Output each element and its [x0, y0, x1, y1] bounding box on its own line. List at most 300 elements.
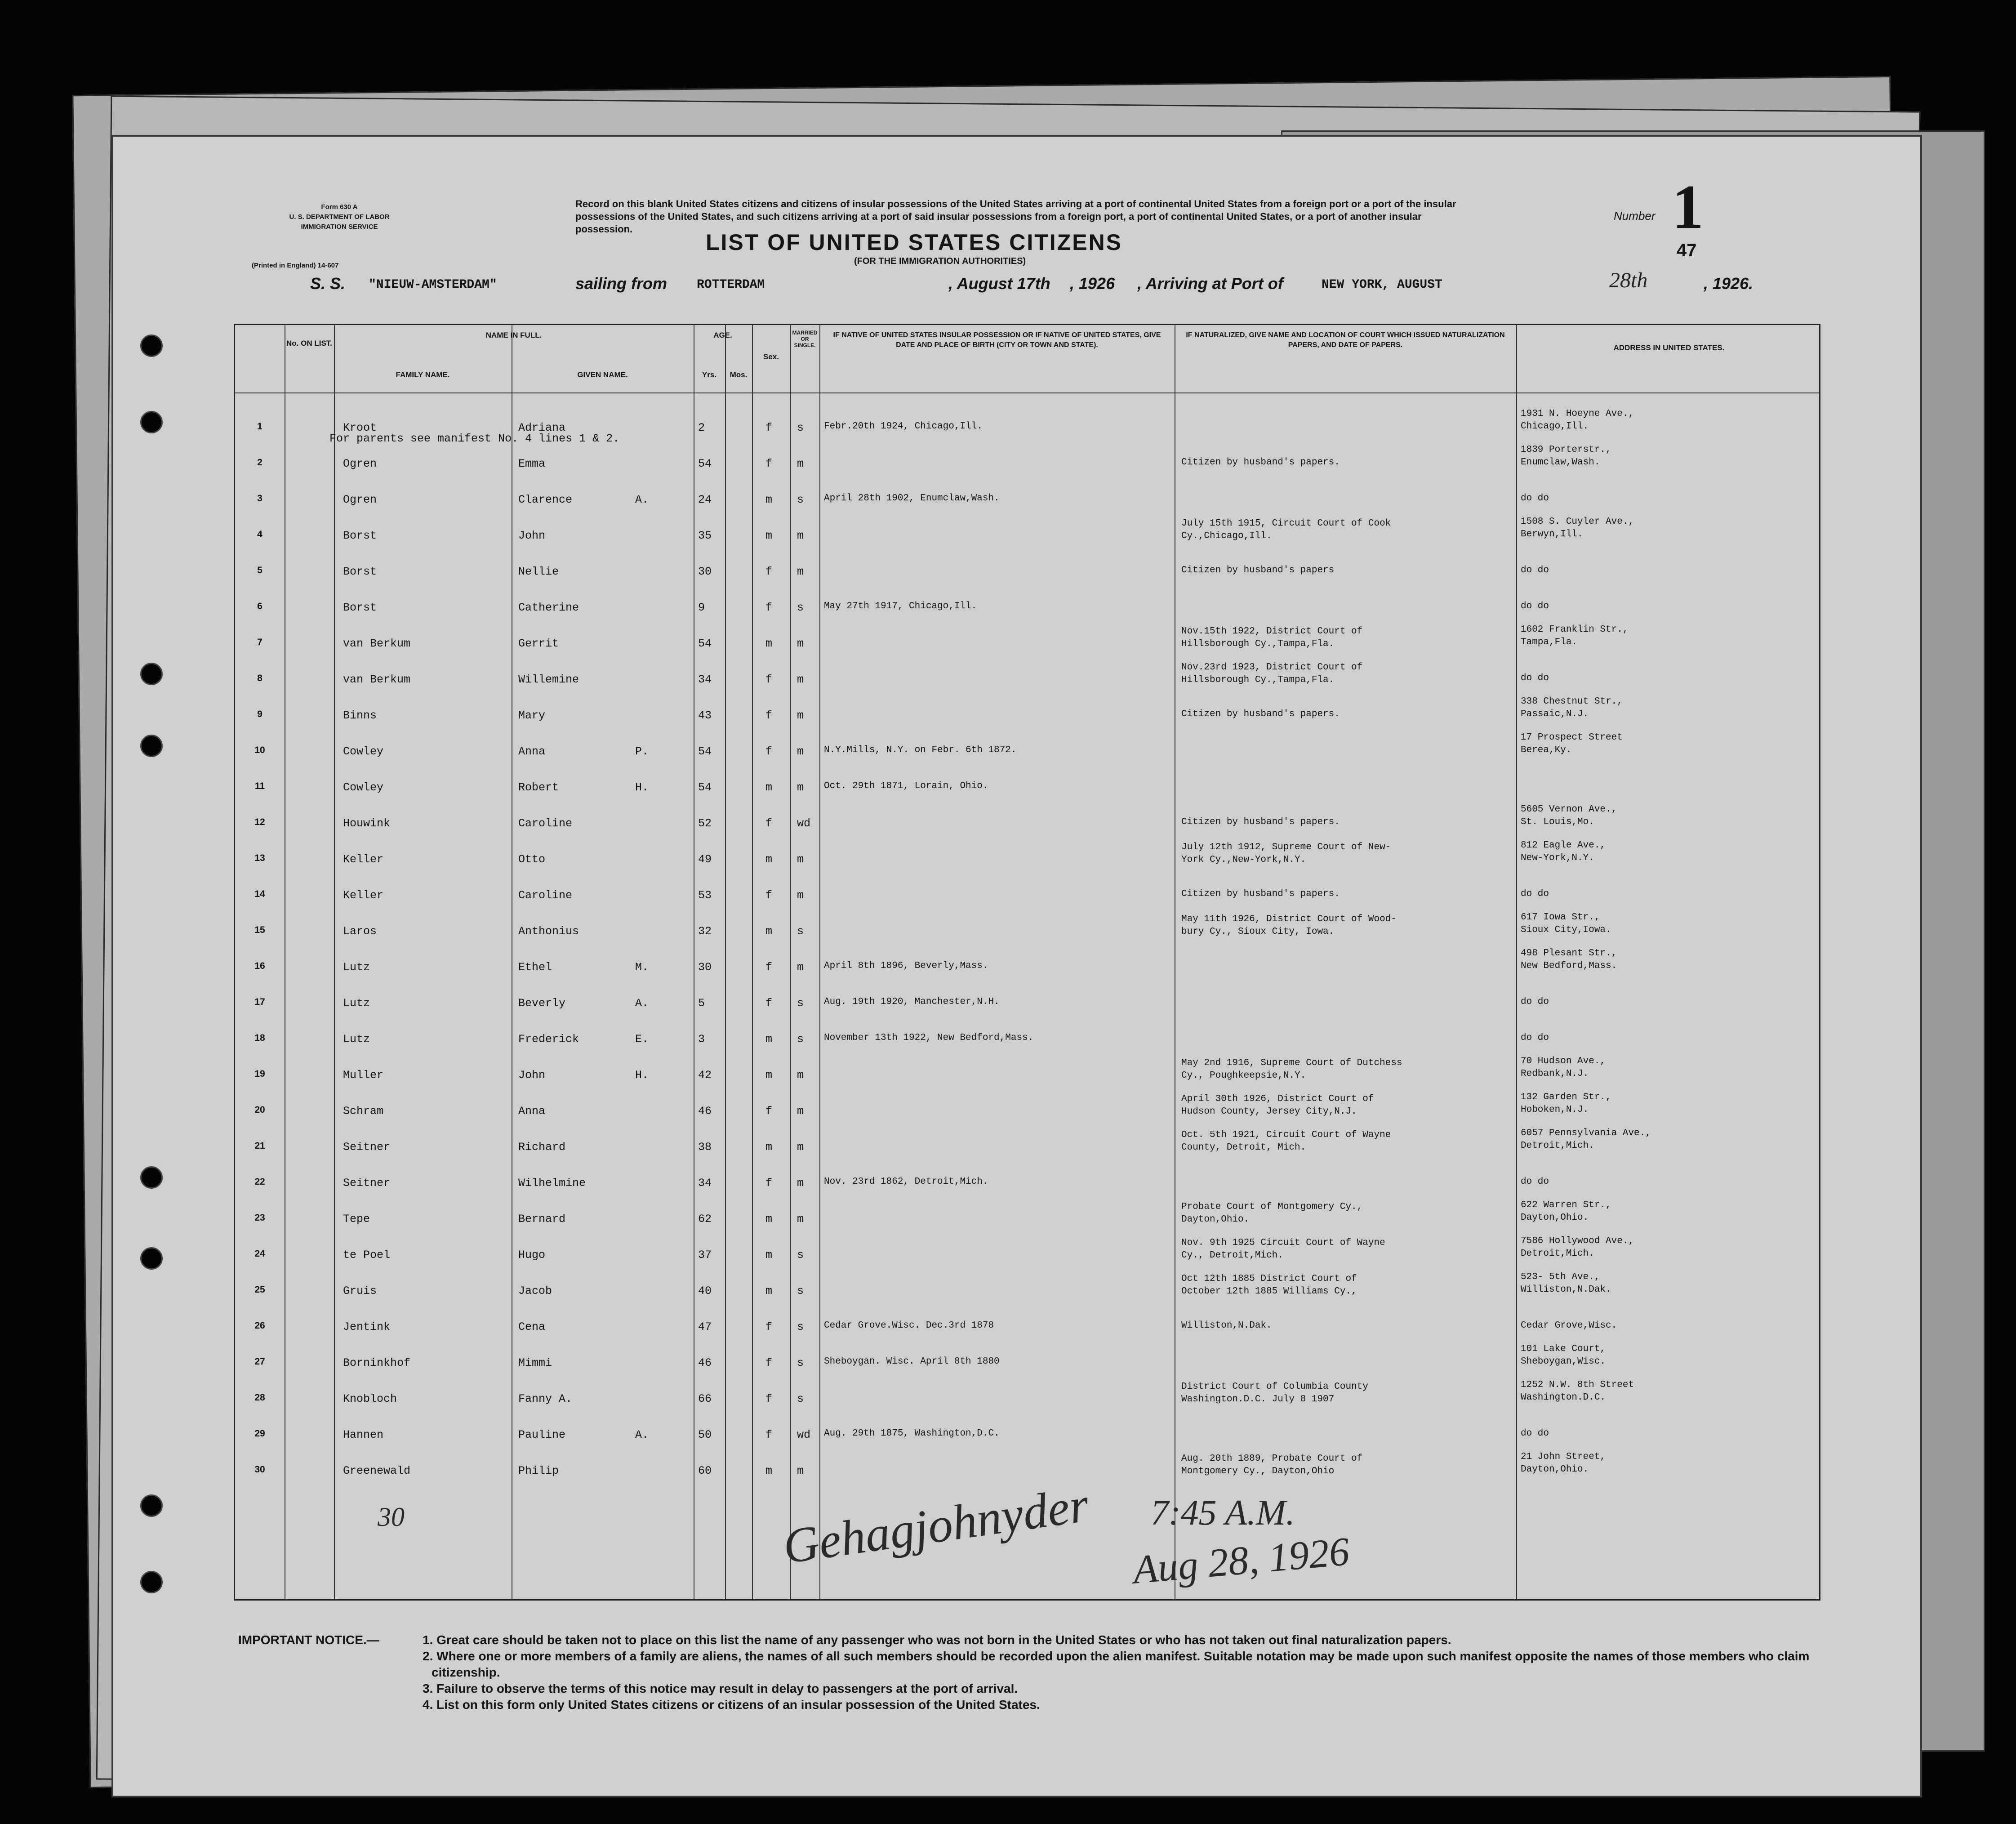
naturalization-line1: April 30th 1926, District Court of [1181, 1094, 1374, 1104]
punch-hole [140, 1166, 163, 1189]
marital-status: m [797, 673, 804, 686]
naturalization-info [1181, 661, 1362, 687]
naturalization-info [1181, 457, 1340, 468]
sex: m [765, 637, 773, 650]
sex: m [765, 781, 773, 794]
naturalization-line2: October 12th 1885 Williams Cy., [1181, 1286, 1357, 1297]
row-number: 15 [254, 925, 265, 935]
marital-status: s [797, 1320, 804, 1333]
given-name: Fanny A. [518, 1392, 573, 1405]
sailing-from-label: sailing from [575, 274, 668, 293]
address-line1: do do [1521, 1177, 1549, 1187]
birth-info: April 8th 1896, Beverly,Mass. [824, 961, 988, 971]
address-line1: 622 Warren Str., [1521, 1200, 1611, 1210]
naturalization-info [1181, 709, 1340, 719]
table-row [235, 1413, 1819, 1449]
page-number: 47 [1677, 241, 1697, 260]
birth-info: November 13th 1922, New Bedford,Mass. [824, 1033, 1034, 1043]
address-line1: 812 Eagle Ave., [1521, 840, 1606, 851]
table-row [235, 981, 1819, 1017]
row-number: 1 [257, 421, 263, 432]
family-name: Seitner [343, 1177, 391, 1190]
address-line1: Cedar Grove,Wisc. [1521, 1320, 1617, 1331]
sex: f [765, 1177, 773, 1190]
family-name: Ogren [343, 457, 377, 470]
family-name: Jentink [343, 1320, 391, 1333]
signature-text: Gehagjohnyder [779, 1476, 1092, 1574]
print-note: (Printed in England) 14-607 [252, 262, 339, 269]
table-row [235, 1197, 1819, 1233]
sex: f [765, 1392, 773, 1405]
given-name: Clarence [518, 493, 573, 506]
marital-status: m [797, 637, 804, 650]
table-row [235, 838, 1819, 874]
naturalization-line2: bury Cy., Sioux City, Iowa. [1181, 927, 1335, 937]
col-sex: Sex. [763, 352, 779, 361]
row-number: 8 [257, 673, 263, 683]
sex: m [765, 925, 773, 938]
marital-status: m [797, 1177, 804, 1190]
sex: m [765, 1213, 773, 1226]
naturalization-line1: Citizen by husband's papers. [1181, 709, 1340, 719]
sex: f [765, 565, 773, 578]
sex: f [765, 1428, 773, 1441]
family-name: te Poel [343, 1249, 391, 1262]
row-number: 14 [254, 889, 265, 899]
sex: f [765, 457, 773, 470]
marital-status: s [797, 1356, 804, 1369]
family-name: Borninkhof [343, 1356, 411, 1369]
naturalization-info [1181, 1273, 1357, 1298]
given-name: Adriana [518, 421, 566, 434]
given-name: Emma [518, 457, 546, 470]
naturalization-line1: Nov.23rd 1923, District Court of [1181, 662, 1363, 673]
page-title: LIST OF UNITED STATES CITIZENS [706, 230, 1123, 255]
table-row [235, 1233, 1819, 1269]
address-line1: do do [1521, 601, 1549, 611]
marital-status: m [797, 1069, 804, 1082]
marital-status: m [797, 1141, 804, 1154]
row-number: 5 [257, 565, 263, 575]
family-name: Schram [343, 1105, 384, 1118]
marital-status: s [797, 925, 804, 938]
address-line2: Dayton,Ohio. [1521, 1213, 1589, 1223]
row-number: 10 [254, 745, 265, 755]
sex: m [765, 529, 773, 542]
table-row [235, 586, 1819, 622]
sex: f [765, 421, 773, 434]
age-years: 49 [698, 853, 712, 866]
col-family: FAMILY NAME. [396, 370, 450, 379]
address-line1: do do [1521, 1033, 1549, 1043]
given-name: Anthonius [518, 925, 579, 938]
departure-date: , August 17th [948, 274, 1050, 293]
age-years: 24 [698, 493, 712, 506]
punch-hole [140, 1247, 163, 1270]
arrival-year: , 1926. [1704, 274, 1753, 293]
marital-status: s [797, 1284, 804, 1298]
table-row [235, 945, 1819, 981]
naturalization-line1: Oct. 5th 1921, Circuit Court of Wayne [1181, 1130, 1391, 1140]
naturalization-line2: County, Detroit, Mich. [1181, 1142, 1306, 1153]
punch-hole [140, 1494, 163, 1517]
table-row [235, 1161, 1819, 1197]
naturalization-line1: May 2nd 1916, Supreme Court of Dutchess [1181, 1058, 1402, 1068]
address-line2: Berea,Ky. [1521, 745, 1572, 755]
table-row [235, 1341, 1819, 1377]
table-row [235, 1377, 1819, 1413]
family-name: van Berkum [343, 673, 411, 686]
marital-status: wd [797, 817, 811, 830]
birth-info: Aug. 19th 1920, Manchester,N.H. [824, 997, 1000, 1007]
row-number: 9 [257, 709, 263, 719]
row-number: 25 [254, 1284, 265, 1295]
family-name: Cowley [343, 781, 384, 794]
given-name: Caroline [518, 817, 573, 830]
department-name: U. S. DEPARTMENT OF LABOR [289, 213, 390, 221]
departure-year: , 1926 [1070, 274, 1115, 293]
naturalization-info [1181, 841, 1391, 866]
form-number: Form 630 A [321, 203, 358, 211]
family-name: Borst [343, 565, 377, 578]
family-name: Gruis [343, 1284, 377, 1298]
given-name: Ethel [518, 961, 552, 974]
address-line1: 1931 N. Hoeyne Ave., [1521, 409, 1634, 419]
sex: f [765, 961, 773, 974]
row-number: 4 [257, 529, 263, 540]
age-years: 42 [698, 1069, 712, 1082]
family-name: Tepe [343, 1213, 370, 1226]
marital-status: s [797, 997, 804, 1010]
sex: f [765, 1320, 773, 1333]
departure-port: ROTTERDAM [697, 278, 765, 292]
row-number: 28 [254, 1392, 265, 1403]
address-line2: Sioux City,Iowa. [1521, 925, 1611, 935]
col-mos: Mos. [730, 370, 748, 379]
middle-initial: H. [635, 781, 649, 794]
table-row [235, 658, 1819, 694]
notice-items [423, 1632, 1834, 1713]
birth-info: Sheboygan. Wisc. April 8th 1880 [824, 1356, 1000, 1367]
address-line1: 21 John Street, [1521, 1452, 1606, 1462]
table-row [235, 442, 1819, 478]
age-years: 35 [698, 529, 712, 542]
family-name: Kroot [343, 421, 377, 434]
address-line1: 617 Iowa Str., [1521, 912, 1600, 923]
address-line2: Passaic,N.J. [1521, 709, 1589, 719]
list-number: 1 [1672, 172, 1704, 242]
table-row [235, 874, 1819, 910]
address-line2: Hoboken,N.J. [1521, 1105, 1589, 1115]
given-name: Anna [518, 745, 546, 758]
notice-item: 2. Where one or more members of a family are aliens, the names of all such members should be recorded upon the alien manifest. Suitable notation may be made upon such manifest opposite the names of those members who claim citizenship. [423, 1649, 1810, 1679]
sex: m [765, 1033, 773, 1046]
address-line1: 523- 5th Ave., [1521, 1272, 1600, 1282]
marital-status: s [797, 1033, 804, 1046]
naturalization-info [1181, 1320, 1272, 1331]
naturalization-info [1181, 1237, 1385, 1262]
service-name: IMMIGRATION SERVICE [301, 223, 378, 231]
marital-status: m [797, 565, 804, 578]
naturalization-info [1181, 625, 1362, 651]
address-line1: 70 Hudson Ave., [1521, 1056, 1606, 1066]
given-name: Frederick [518, 1033, 579, 1046]
given-name: Bernard [518, 1213, 566, 1226]
naturalization-line1: Nov.15th 1922, District Court of [1181, 626, 1363, 637]
age-years: 43 [698, 709, 712, 722]
marital-status: s [797, 1392, 804, 1405]
col-no: No. ON LIST. [286, 339, 332, 348]
marital-status: m [797, 889, 804, 902]
naturalization-line1: Citizen by husband's papers. [1181, 817, 1340, 827]
naturalization-line1: Nov. 9th 1925 Circuit Court of Wayne [1181, 1238, 1385, 1248]
marital-status: m [797, 1464, 804, 1477]
family-name: Lutz [343, 961, 370, 974]
address-line1: do do [1521, 997, 1549, 1007]
col-name: NAME IN FULL. [485, 331, 542, 339]
address-line1: 1602 Franklin Str., [1521, 624, 1629, 635]
row-number: 26 [254, 1320, 265, 1331]
given-name: Willemine [518, 673, 579, 686]
naturalization-line1: District Court of Columbia County [1181, 1382, 1368, 1392]
punch-hole [140, 663, 163, 685]
birth-info: N.Y.Mills, N.Y. on Febr. 6th 1872. [824, 745, 1017, 755]
given-name: Pauline [518, 1428, 566, 1441]
family-name: Lutz [343, 997, 370, 1010]
address-line1: 1839 Porterstr., [1521, 445, 1611, 455]
naturalization-line1: May 11th 1926, District Court of Wood- [1181, 914, 1397, 924]
address-line1: 132 Garden Str., [1521, 1092, 1611, 1102]
sex: f [765, 601, 773, 614]
row-number: 6 [257, 601, 263, 611]
naturalization-line1: July 15th 1915, Circuit Court of Cook [1181, 518, 1391, 529]
table-row [235, 1053, 1819, 1089]
family-name: Binns [343, 709, 377, 722]
sex: f [765, 817, 773, 830]
table-row [235, 622, 1819, 658]
marital-status: m [797, 853, 804, 866]
naturalization-info [1181, 1201, 1362, 1226]
marital-status: s [797, 421, 804, 434]
given-name: Hugo [518, 1249, 546, 1262]
family-name: Borst [343, 529, 377, 542]
given-name: Catherine [518, 601, 579, 614]
row-number: 22 [254, 1177, 265, 1187]
address-line1: 5605 Vernon Ave., [1521, 804, 1617, 815]
given-name: Otto [518, 853, 546, 866]
sex: m [765, 493, 773, 506]
punch-hole [140, 411, 163, 433]
table-row [235, 1125, 1819, 1161]
age-years: 52 [698, 817, 712, 830]
marital-status: s [797, 601, 804, 614]
table-row [235, 478, 1819, 514]
col-address: ADDRESS IN UNITED STATES. [1613, 343, 1725, 352]
row-number: 20 [254, 1105, 265, 1115]
family-name: Keller [343, 853, 384, 866]
manifest-table [234, 324, 1820, 1601]
table-row [235, 694, 1819, 730]
given-name: Richard [518, 1141, 566, 1154]
birth-info: May 27th 1917, Chicago,Ill. [824, 601, 977, 611]
naturalization-info [1181, 1093, 1374, 1118]
arriving-label: , Arriving at Port of [1137, 274, 1283, 293]
ship-name: "NIEUW-AMSTERDAM" [369, 278, 497, 292]
row-number: 2 [257, 457, 263, 468]
middle-initial: A. [635, 1428, 649, 1441]
birth-info: Oct. 29th 1871, Lorain, Ohio. [824, 781, 988, 791]
family-name: Muller [343, 1069, 384, 1082]
marital-status: m [797, 1213, 804, 1226]
naturalization-line1: Citizen by husband's papers [1181, 565, 1335, 575]
given-name: Beverly [518, 997, 566, 1010]
address-line1: 498 Plesant Str., [1521, 948, 1617, 959]
age-years: 37 [698, 1249, 712, 1262]
marital-status: m [797, 745, 804, 758]
sex: f [765, 997, 773, 1010]
given-name: John [518, 529, 546, 542]
address-line1: 6057 Pennsylvania Ave., [1521, 1128, 1651, 1138]
address-line1: 1508 S. Cuyler Ave., [1521, 517, 1634, 527]
address-line2: Chicago,Ill. [1521, 421, 1589, 432]
marital-status: m [797, 1105, 804, 1118]
time-stamp: 7:45 A.M. [1151, 1493, 1295, 1533]
address-line2: Sheboygan,Wisc. [1521, 1356, 1606, 1367]
address-line1: do do [1521, 889, 1549, 899]
middle-initial: H. [635, 1069, 649, 1082]
sex: m [765, 1141, 773, 1154]
col-yrs: Yrs. [702, 370, 717, 379]
address-line2: New Bedford,Mass. [1521, 961, 1617, 971]
address-line2: New-York,N.Y. [1521, 853, 1594, 863]
given-name: Jacob [518, 1284, 552, 1298]
age-years: 60 [698, 1464, 712, 1477]
arrival-port: NEW YORK, AUGUST [1322, 278, 1442, 292]
naturalization-info [1181, 565, 1334, 575]
age-years: 34 [698, 1177, 712, 1190]
family-name: Houwink [343, 817, 391, 830]
birth-info: Cedar Grove.Wisc. Dec.3rd 1878 [824, 1320, 994, 1331]
col-age: AGE. [713, 331, 732, 339]
table-row [235, 1017, 1819, 1053]
col-naturalized: IF NATURALIZED, GIVE NAME AND LOCATION OF COURT WHICH ISSUED NATURALIZATION PAPERS, AND DATE OF PAPERS. [1186, 331, 1505, 349]
table-row [235, 766, 1819, 802]
row-number: 29 [254, 1428, 265, 1439]
marital-status: wd [797, 1428, 811, 1441]
given-name: John [518, 1069, 546, 1082]
naturalization-info [1181, 817, 1340, 827]
naturalization-info [1181, 913, 1397, 938]
given-name: Mary [518, 709, 546, 722]
birth-info: April 28th 1902, Enumclaw,Wash. [824, 493, 1000, 504]
given-name: Anna [518, 1105, 546, 1118]
sex: f [765, 745, 773, 758]
row-number: 12 [254, 817, 265, 827]
family-name: Ogren [343, 493, 377, 506]
address-line2: St. Louis,Mo. [1521, 817, 1594, 827]
naturalization-line2: Montgomery Cy., Dayton,Ohio [1181, 1466, 1335, 1476]
naturalization-info [1181, 1129, 1391, 1154]
row-number: 24 [254, 1249, 265, 1259]
family-name: Greenewald [343, 1464, 411, 1477]
row-number: 17 [254, 997, 265, 1007]
age-years: 30 [698, 565, 712, 578]
age-years: 34 [698, 673, 712, 686]
row-number: 30 [254, 1464, 265, 1475]
middle-initial: M. [635, 961, 649, 974]
punch-hole [140, 735, 163, 757]
notice-label: IMPORTANT NOTICE.— [238, 1633, 379, 1647]
naturalization-line1: July 12th 1912, Supreme Court of New- [1181, 842, 1391, 852]
table-row [235, 514, 1819, 550]
age-years: 40 [698, 1284, 712, 1298]
naturalization-line2: Hudson County, Jersey City,N.J. [1181, 1106, 1357, 1117]
naturalization-info [1181, 889, 1340, 899]
address-line1: 7586 Hollywood Ave., [1521, 1236, 1634, 1246]
age-years: 54 [698, 745, 712, 758]
age-years: 32 [698, 925, 712, 938]
row-number: 19 [254, 1069, 265, 1079]
naturalization-line2: Cy., Poughkeepsie,N.Y. [1181, 1070, 1306, 1081]
middle-initial: A. [635, 493, 649, 506]
age-years: 9 [698, 601, 705, 614]
date-stamp: Aug 28, 1926 [1131, 1529, 1351, 1592]
age-years: 38 [698, 1141, 712, 1154]
marital-status: s [797, 1249, 804, 1262]
naturalization-line2: Cy.,Chicago,Ill. [1181, 531, 1272, 541]
naturalization-info [1181, 1453, 1362, 1478]
middle-initial: A. [635, 997, 649, 1010]
address-line2: Berwyn,Ill. [1521, 529, 1583, 540]
marital-status: s [797, 493, 804, 506]
row-number: 27 [254, 1356, 265, 1367]
marital-status: m [797, 529, 804, 542]
given-name: Nellie [518, 565, 559, 578]
age-years: 62 [698, 1213, 712, 1226]
tally-mark: 30 [378, 1502, 405, 1532]
col-birth: IF NATIVE OF UNITED STATES INSULAR POSSESSION OR IF NATIVE OF UNITED STATES, GIVE DATE AND PLACE OF BIRTH (CITY OR TOWN AND STATE). [833, 331, 1161, 349]
marital-status: m [797, 781, 804, 794]
inspector-signature [378, 1476, 1351, 1632]
age-years: 54 [698, 637, 712, 650]
address-line2: Enumclaw,Wash. [1521, 457, 1600, 468]
voyage-line [310, 268, 1883, 301]
marital-status: m [797, 709, 804, 722]
age-years: 3 [698, 1033, 705, 1046]
address-line2: Detroit,Mich. [1521, 1141, 1594, 1151]
address-line1: do do [1521, 1428, 1549, 1439]
sex: m [765, 853, 773, 866]
naturalization-line1: Citizen by husband's papers. [1181, 889, 1340, 899]
table-row [235, 1269, 1819, 1305]
address-line1: do do [1521, 493, 1549, 504]
given-name: Robert [518, 781, 559, 794]
sex: f [765, 709, 773, 722]
address-line1: 1252 N.W. 8th Street [1521, 1380, 1634, 1390]
birth-info: Nov. 23rd 1862, Detroit,Mich. [824, 1177, 988, 1187]
age-years: 46 [698, 1356, 712, 1369]
given-name: Mimmi [518, 1356, 552, 1369]
naturalization-line2: Hillsborough Cy.,Tampa,Fla. [1181, 675, 1335, 685]
sex: f [765, 889, 773, 902]
sex: m [765, 1069, 773, 1082]
middle-initial: P. [635, 745, 649, 758]
address-line1: do do [1521, 565, 1549, 575]
row-number: 21 [254, 1141, 265, 1151]
marital-status: m [797, 457, 804, 470]
row-number: 7 [257, 637, 263, 647]
naturalization-info [1181, 517, 1391, 543]
